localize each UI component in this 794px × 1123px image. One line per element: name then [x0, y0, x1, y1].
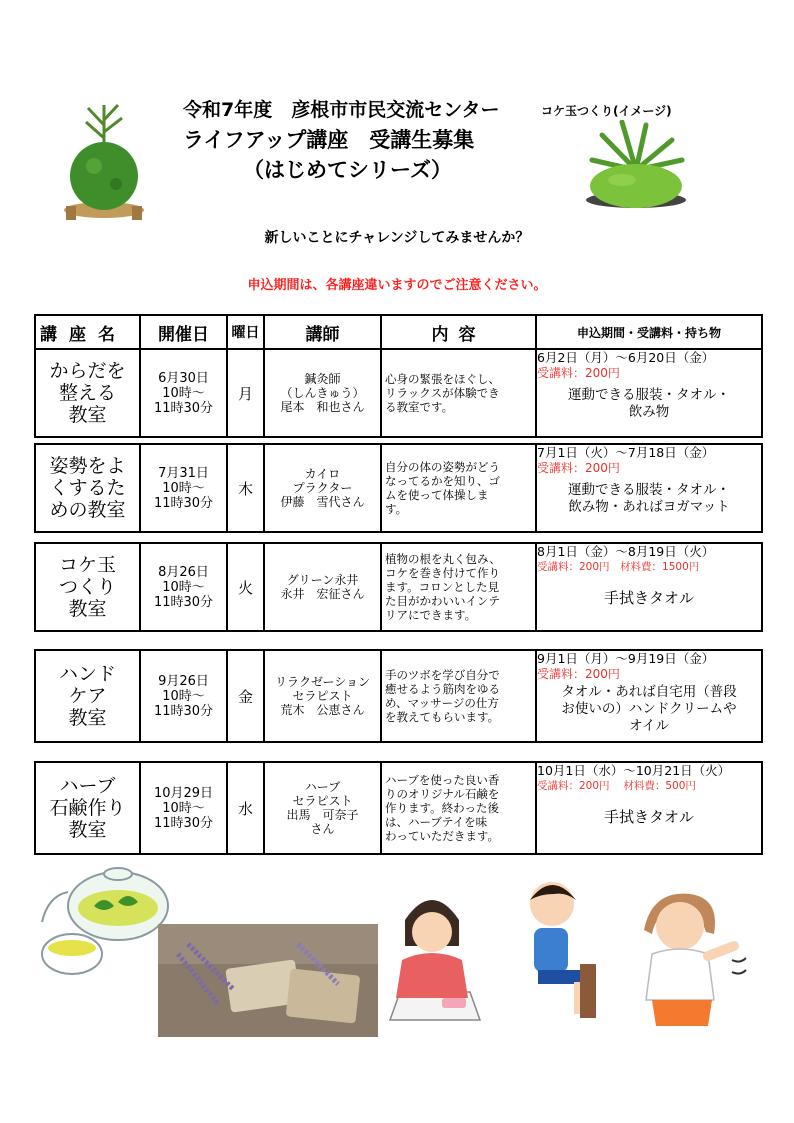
course-table-4: [34, 649, 763, 743]
header-info: 申込期間・受講料・持ち物: [536, 315, 762, 349]
course-instructor: カイロ プラクター 伊藤 雪代さん: [264, 444, 381, 532]
course-day: 水: [227, 762, 264, 854]
course-info: [536, 650, 762, 742]
course-info: [536, 543, 762, 631]
course-table-3: [34, 542, 763, 632]
herb-tea-illustration: [34, 862, 174, 984]
course-day: 火: [227, 543, 264, 631]
header-line3: （はじめてシリーズ）: [243, 158, 452, 182]
course-date: 10月29日 10時～ 11時30分: [140, 762, 227, 854]
course-period: 9月1日（月）～9月19日（金）: [537, 651, 715, 666]
course-items: 運動できる服装・タオル・ 飲み物・あればヨガマット: [568, 482, 730, 515]
course-description: 手のツボを学び自分で 癒せるよう筋肉をゆる め、マッサージの仕方 を教えてもらいます。: [381, 650, 536, 742]
koke-dama-left-illustration: [58, 100, 150, 222]
course-name: ハンド ケア 教室: [35, 650, 140, 742]
course-items: 運動できる服装・タオル・ 飲み物: [568, 387, 730, 420]
header-instructor: 講師: [264, 315, 381, 349]
course-period: 7月1日（火）～7月18日（金）: [537, 445, 715, 460]
table-row: [35, 444, 762, 532]
subtitle: 新しいことにチャレンジしてみませんか？: [264, 230, 530, 246]
course-description: 植物の根を丸く包み、 コケを巻き付けて作り ます。コロンとした見 た目がかわいいインテ リアにできます。: [381, 543, 536, 631]
course-description: 心身の緊張をほぐし、 リラックスが体験でき る教室です。: [381, 349, 536, 437]
course-instructor: 鍼灸師 （しんきゅう） 尾本 和也さん: [264, 349, 381, 437]
course-period: 10月1日（水）～10月21日（火）: [537, 763, 731, 778]
course-instructor: グリーン永井 永井 宏征さん: [264, 543, 381, 631]
course-date: 6月30日 10時～ 11時30分: [140, 349, 227, 437]
boy-sitting-illustration: [508, 872, 608, 1022]
table-row: [35, 650, 762, 742]
course-name: からだを 整える 教室: [35, 349, 140, 437]
course-table-1: [34, 314, 763, 438]
course-items: タオル・あれば自宅用（普段 お使いの）ハンドクリームや オイル: [561, 684, 737, 734]
course-period: 8月1日（金）～8月19日（火）: [537, 544, 715, 559]
course-period: 6月2日（月）～6月20日（金）: [537, 350, 715, 365]
header-line1: 令和7年度 彦根市市民交流センター: [183, 99, 500, 121]
course-name: 姿勢をよ くするた めの教室: [35, 444, 140, 532]
course-date: 8月26日 10時～ 11時30分: [140, 543, 227, 631]
course-fee: 受講料：200円: [537, 366, 620, 380]
course-table-2: [34, 443, 763, 533]
header-day: 曜日: [227, 315, 264, 349]
course-fee: 受講料：200円 材料費：1500円: [537, 561, 700, 573]
course-info: [536, 762, 762, 854]
course-date: 7月31日 10時～ 11時30分: [140, 444, 227, 532]
course-day: 木: [227, 444, 264, 532]
woman-stretching-illustration: [628, 880, 752, 1030]
table-row: [35, 762, 762, 854]
header-date: 開催日: [140, 315, 227, 349]
table-row: [35, 349, 762, 437]
course-instructor: リラクゼーション セラピスト 荒木 公恵さん: [264, 650, 381, 742]
course-day: 月: [227, 349, 264, 437]
course-items: 手拭きタオル: [603, 808, 694, 826]
course-description: ハーブを使った良い香 りのオリジナル石鹸を 作ります。終わった後 は、ハーブテイを味 わっていただきます。: [381, 762, 536, 854]
header-line2: ライフアップ講座 受講生募集: [183, 128, 475, 152]
header-content: 内容: [381, 315, 536, 349]
course-info: [536, 349, 762, 437]
table-row: [35, 543, 762, 631]
course-day: 金: [227, 650, 264, 742]
course-fee: 受講料：200円: [537, 667, 620, 681]
notice: 申込期間は、各講座違いますのでご注意ください。: [247, 278, 547, 293]
koke-dama-image: [582, 120, 690, 212]
course-table-5: [34, 761, 763, 855]
course-name: コケ玉 つくり 教室: [35, 543, 140, 631]
koke-caption: コケ玉つくり(イメージ): [541, 104, 672, 118]
course-date: 9月26日 10時～ 11時30分: [140, 650, 227, 742]
course-name: ハーブ 石鹸作り 教室: [35, 762, 140, 854]
course-fee: 受講料：200円 材料費：500円: [537, 780, 696, 792]
header-course-name: 講座名: [35, 315, 140, 349]
course-fee: 受講料：200円: [537, 461, 620, 475]
girl-hand-cream-illustration: [380, 880, 490, 1025]
course-description: 自分の体の姿勢がどう なってるかを知り、ゴ ムを使って体操しま す。: [381, 444, 536, 532]
course-items: 手拭きタオル: [603, 589, 694, 607]
course-instructor: ハーブ セラピスト 出馬 可奈子 さん: [264, 762, 381, 854]
course-info: [536, 444, 762, 532]
lavender-soap-photo: [158, 924, 378, 1037]
